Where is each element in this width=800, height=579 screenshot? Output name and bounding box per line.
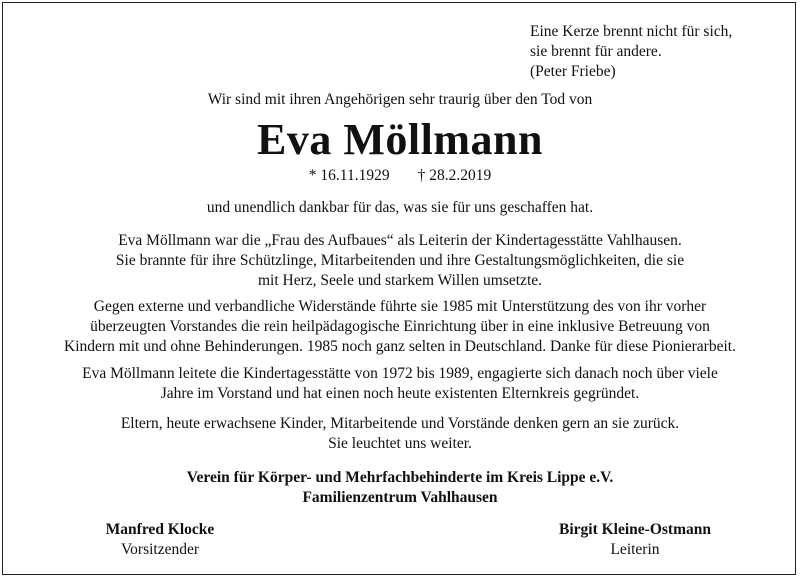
- paragraph-line: Eltern, heute erwachsene Kinder, Mitarbeitende und Vorstände denken gern an sie zurück.: [120, 415, 680, 432]
- signatory-name: Birgit Kleine-Ostmann: [559, 521, 711, 538]
- paragraph-line: Jahre im Vorstand und hat einen noch heute existenten Elternkreis gegründet.: [160, 385, 640, 402]
- paragraph-line: mit Herz, Seele und starkem Willen umsetzte.: [257, 272, 543, 289]
- paragraph-line: Eva Möllmann war die „Frau des Aufbaues“ als Leiterin der Kindertagesstätte Vahlhausen.: [118, 232, 682, 249]
- quote-line: sie brennt für andere.: [530, 43, 662, 60]
- intro-text: Wir sind mit ihren Angehörigen sehr traurig über den Tod von: [207, 91, 593, 108]
- organization-subunit: Familienzentrum Vahlhausen: [302, 489, 498, 506]
- signature-chairman: [60, 520, 260, 560]
- paragraph-line: Kindern mit und ohne Behinderungen. 1985 noch ganz selten in Deutschland. Danke für diese Pionierarbeit.: [64, 338, 736, 355]
- thanks-line: und unendlich dankbar für das, was sie für uns geschaffen hat.: [206, 199, 594, 216]
- signatory-role: Leiterin: [610, 541, 660, 558]
- paragraph-inclusion: [0, 297, 800, 357]
- signatory-role: Vorsitzender: [120, 541, 200, 558]
- paragraph-line: Gegen externe und verbandliche Widerstände führte sie 1985 mit Unterstützung des von ihr vorher: [93, 298, 707, 315]
- birth-date: * 16.11.1929: [308, 167, 390, 184]
- paragraph-line: Sie leuchtet uns weiter.: [328, 435, 472, 452]
- life-dates: [0, 166, 800, 186]
- quote-line: Eine Kerze brennt nicht für sich,: [530, 23, 733, 40]
- organization: [0, 468, 800, 508]
- signature-director: [520, 520, 750, 560]
- paragraph-line: Eva Möllmann leitete die Kindertagesstätte von 1972 bis 1989, engagierte sich danach noch über viele: [82, 365, 718, 382]
- quote-author: (Peter Friebe): [530, 63, 616, 80]
- paragraph-line: überzeugten Vorstandes die rein heilpädagogische Einrichtung über in eine inklusive Betreuung von: [90, 318, 710, 335]
- signatory-name: Manfred Klocke: [105, 521, 215, 538]
- deceased-name: Eva Möllmann: [257, 115, 543, 164]
- paragraph-role: [0, 231, 800, 291]
- death-date: † 28.2.2019: [417, 167, 492, 184]
- paragraph-line: Sie brannte für ihre Schützlinge, Mitarbeitenden und ihre Gestaltungsmöglichkeiten, die sie: [115, 252, 685, 269]
- organization-name: Verein für Körper- und Mehrfachbehinderte im Kreis Lippe e.V.: [186, 469, 614, 486]
- epigraph-quote: [530, 22, 790, 82]
- paragraph-remembrance: [0, 414, 800, 454]
- thanks-text: [0, 198, 800, 218]
- paragraph-career: [0, 364, 800, 404]
